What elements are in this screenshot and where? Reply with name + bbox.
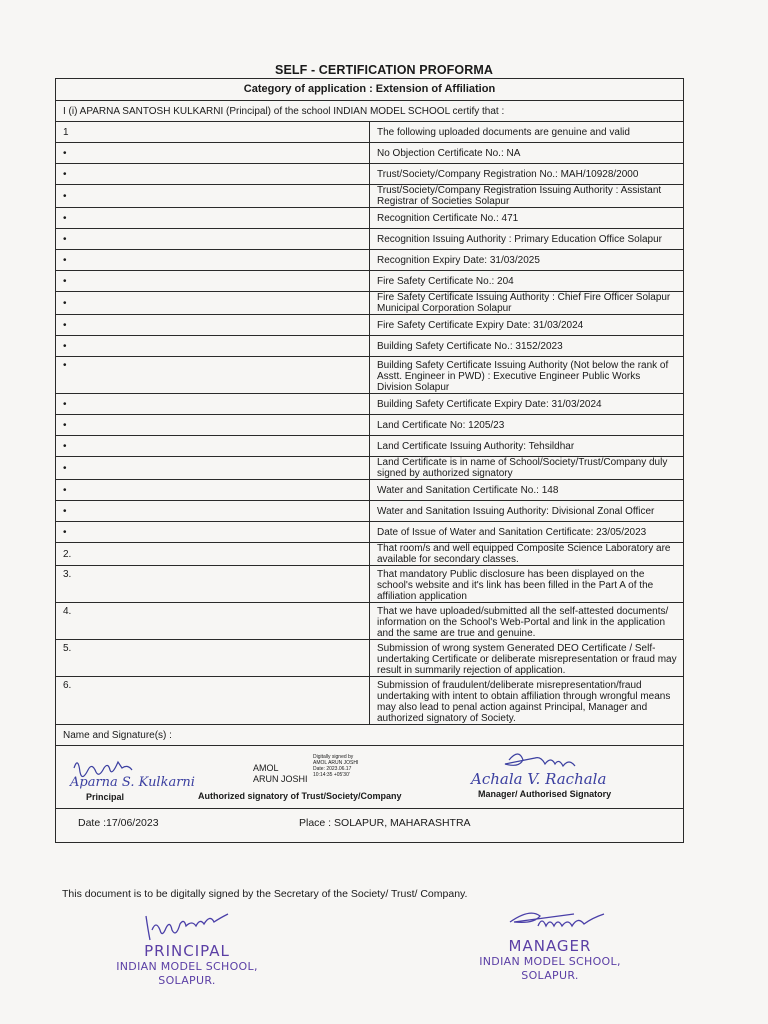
principal-signature xyxy=(64,750,234,792)
row-number: • xyxy=(56,208,370,229)
row-number: • xyxy=(56,480,370,501)
declaration-row xyxy=(56,101,684,122)
row-number: 6. xyxy=(56,677,370,725)
row-text: Building Safety Certificate Expiry Date: 31/03/2024 xyxy=(370,394,684,415)
certification-row xyxy=(56,677,684,725)
date-place-row xyxy=(56,809,684,843)
row-number: • xyxy=(56,185,370,208)
row-text: Land Certificate is in name of School/Society/Trust/Company duly signed by authorized signatory xyxy=(370,457,684,480)
authorized-signatory-caption: Authorized signatory of Trust/Society/Company xyxy=(198,791,402,801)
principal-stamp-title: PRINCIPAL xyxy=(144,942,230,960)
row-number: • xyxy=(56,164,370,185)
row-number: 4. xyxy=(56,603,370,640)
signature-row xyxy=(56,746,684,809)
row-text: Building Safety Certificate No.: 3152/2023 xyxy=(370,336,684,357)
certification-row xyxy=(56,394,684,415)
row-number: • xyxy=(56,501,370,522)
certification-row xyxy=(56,143,684,164)
manager-stamp xyxy=(470,937,630,983)
row-number: • xyxy=(56,315,370,336)
row-text: Land Certificate No: 1205/23 xyxy=(370,415,684,436)
certification-row xyxy=(56,357,684,394)
principal-caption: Principal xyxy=(86,792,125,802)
row-text: Water and Sanitation Issuing Authority: Divisional Zonal Officer xyxy=(370,501,684,522)
manager-signature xyxy=(461,746,661,792)
principal-stamp xyxy=(102,942,272,988)
certification-row xyxy=(56,436,684,457)
row-number: • xyxy=(56,415,370,436)
certification-row xyxy=(56,336,684,357)
certification-row xyxy=(56,122,684,143)
date-text: Date :17/06/2023 xyxy=(78,817,159,829)
manager-stamp-line1: INDIAN MODEL SCHOOL, xyxy=(479,955,621,968)
signature-block xyxy=(56,746,683,808)
certification-row xyxy=(56,250,684,271)
row-text: That mandatory Public disclosure has been displayed on the school's website and it's link has been filled in the Part A of the affiliation application xyxy=(370,566,684,603)
row-text: Fire Safety Certificate Issuing Authority : Chief Fire Officer Solapur Municipal Corporation Solapur xyxy=(370,292,684,315)
certification-row xyxy=(56,501,684,522)
row-text: Trust/Society/Company Registration Issuing Authority : Assistant Registrar of Societies Solapur xyxy=(370,185,684,208)
row-number: • xyxy=(56,457,370,480)
row-number: 1 xyxy=(56,122,370,143)
category-heading: Category of application : Extension of Affiliation xyxy=(56,79,684,101)
page-title: SELF - CERTIFICATION PROFORMA xyxy=(275,63,493,77)
row-number: • xyxy=(56,436,370,457)
certification-row xyxy=(56,292,684,315)
row-number: 3. xyxy=(56,566,370,603)
signature-heading: Name and Signature(s) : xyxy=(56,725,684,746)
manager-stamp-line2: SOLAPUR. xyxy=(521,969,579,982)
principal-handwriting: Aparna S. Kulkarni xyxy=(70,775,195,790)
certification-row xyxy=(56,315,684,336)
row-number: • xyxy=(56,229,370,250)
row-text: No Objection Certificate No.: NA xyxy=(370,143,684,164)
row-text: Recognition Issuing Authority : Primary Education Office Solapur xyxy=(370,229,684,250)
certification-row xyxy=(56,480,684,501)
certification-row xyxy=(56,603,684,640)
manager-stamp-signature xyxy=(500,902,630,942)
signature-heading-row xyxy=(56,725,684,746)
footer-note: This document is to be digitally signed by the Secretary of the Society/ Trust/ Company. xyxy=(62,888,468,900)
certification-row xyxy=(56,566,684,603)
row-text: Land Certificate Issuing Authority: Tehsildhar xyxy=(370,436,684,457)
place-text: Place : SOLAPUR, MAHARASHTRA xyxy=(299,817,471,829)
row-text: Trust/Society/Company Registration No.: MAH/10928/2000 xyxy=(370,164,684,185)
declaration-text: I (i) APARNA SANTOSH KULKARNI (Principal) of the school INDIAN MODEL SCHOOL certify that : xyxy=(56,101,684,122)
row-number: • xyxy=(56,143,370,164)
row-number: • xyxy=(56,394,370,415)
manager-handwriting: Achala V. Rachala xyxy=(471,770,607,788)
certification-row xyxy=(56,271,684,292)
row-number: • xyxy=(56,271,370,292)
certification-row xyxy=(56,229,684,250)
principal-stamp-line2: SOLAPUR. xyxy=(158,974,216,987)
row-number: • xyxy=(56,336,370,357)
certification-row xyxy=(56,185,684,208)
row-text: That we have uploaded/submitted all the self-attested documents/ information on the School's Web-Portal and link in the application and the same are true and genuine. xyxy=(370,603,684,640)
digital-signer-name: AMOL ARUN JOSHI xyxy=(253,763,308,784)
row-text: Date of Issue of Water and Sanitation Certificate: 23/05/2023 xyxy=(370,522,684,543)
certification-row xyxy=(56,640,684,677)
category-row xyxy=(56,79,684,101)
row-number: • xyxy=(56,292,370,315)
row-text: The following uploaded documents are genuine and valid xyxy=(370,122,684,143)
row-text: Fire Safety Certificate No.: 204 xyxy=(370,271,684,292)
manager-caption: Manager/ Authorised Signatory xyxy=(478,789,612,799)
row-text: That room/s and well equipped Composite Science Laboratory are available for secondary classes. xyxy=(370,543,684,566)
row-text: Submission of fraudulent/deliberate misrepresentation/fraud undertaking with intent to obtain affiliation through wrongful means may also lead to penal action against Principal, Manager and authorized signatory of Society. xyxy=(370,677,684,725)
row-text: Recognition Expiry Date: 31/03/2025 xyxy=(370,250,684,271)
certification-row xyxy=(56,457,684,480)
principal-stamp-signature xyxy=(140,908,250,944)
digital-signature-details: Digitally signed by AMOL ARUN JOSHI Date: 2023.06.17 10:14:35 +05'30' xyxy=(313,754,359,778)
certification-row xyxy=(56,415,684,436)
certification-row xyxy=(56,164,684,185)
certification-table xyxy=(55,78,684,843)
row-number: 5. xyxy=(56,640,370,677)
row-text: Recognition Certificate No.: 471 xyxy=(370,208,684,229)
row-number: • xyxy=(56,250,370,271)
row-number: • xyxy=(56,357,370,394)
row-text: Fire Safety Certificate Expiry Date: 31/03/2024 xyxy=(370,315,684,336)
row-text: Submission of wrong system Generated DEO Certificate / Self-undertaking Certificate or deliberate misrepresentation or fraud may result in summarily rejection of application. xyxy=(370,640,684,677)
row-number: 2. xyxy=(56,543,370,566)
certification-row xyxy=(56,522,684,543)
certification-row xyxy=(56,208,684,229)
principal-stamp-line1: INDIAN MODEL SCHOOL, xyxy=(116,960,258,973)
row-text: Water and Sanitation Certificate No.: 148 xyxy=(370,480,684,501)
row-number: • xyxy=(56,522,370,543)
certification-row xyxy=(56,543,684,566)
row-text: Building Safety Certificate Issuing Authority (Not below the rank of Asstt. Engineer in PWD) : Executive Engineer Public Works Division Solapur xyxy=(370,357,684,394)
manager-stamp-title: MANAGER xyxy=(508,937,592,955)
